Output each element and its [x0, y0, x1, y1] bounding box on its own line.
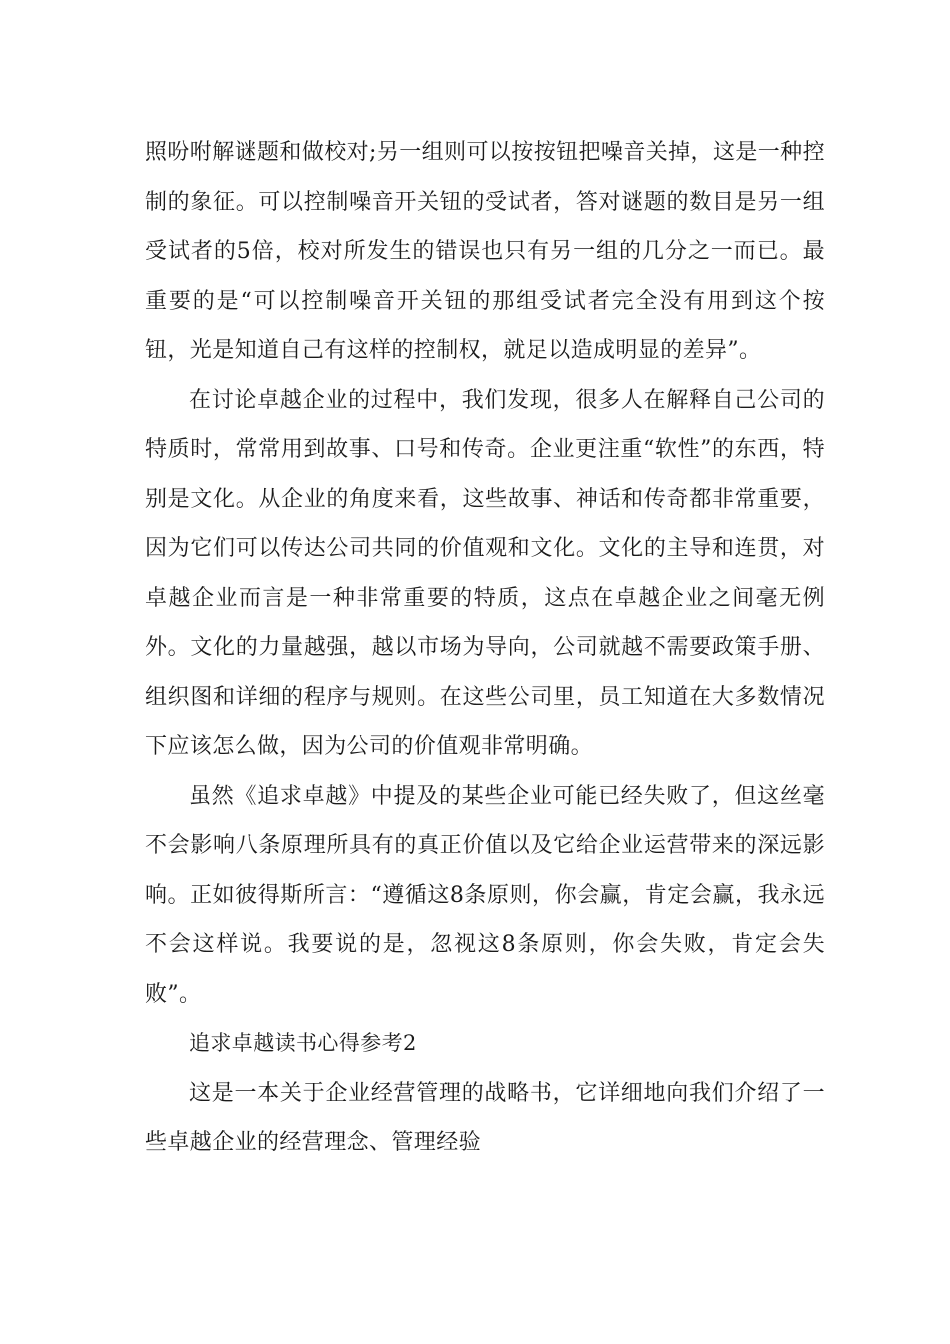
section-heading: 追求卓越读书心得参考2: [189, 1031, 417, 1055]
paragraph-control-experiment: 照吩咐解谜题和做校对;另一组则可以按按钮把噪音关掉，这是一种控制的象征。可以控制噪音开关钮的受试者，答对谜题的数目是另一组受试者的5倍，校对所发生的错误也只有另一组的几分之一而已。最重要的是“可以控制噪音开关钮的那组受试者完全没有用到这个按钮，光是知道自己有这样的控制权，就足以造成明显的差异”。: [145, 140, 825, 363]
paragraph-corporate-culture: 在讨论卓越企业的过程中，我们发现，很多人在解释自己公司的特质时，常常用到故事、口号和传奇。企业更注重“软性”的东西，特别是文化。从企业的角度来看，这些故事、神话和传奇都非常重要，因为它们可以传达公司共同的价值观和文化。文化的主导和连贯，对卓越企业而言是一种非常重要的特质，这点在卓越企业之间毫无例外。文化的力量越强，越以市场为导向，公司就越不需要政策手册、组织图和详细的程序与规则。在这些公司里，员工知道在大多数情况下应该怎么做，因为公司的价值观非常明确。: [145, 387, 825, 759]
paragraph-eight-principles: 虽然《追求卓越》中提及的某些企业可能已经失败了，但这丝毫不会影响八条原理所具有的真正价值以及它给企业运营带来的深远影响。正如彼得斯所言：“遵循这8条原则，你会赢，肯定会赢，我永远不会这样说。我要说的是，忽视这8条原则，你会失败，肯定会失败”。: [145, 783, 825, 1007]
paragraph-book-intro: 这是一本关于企业经营管理的战略书，它详细地向我们介绍了一些卓越企业的经营理念、管理经验: [145, 1080, 825, 1155]
document-body: [145, 128, 825, 1168]
